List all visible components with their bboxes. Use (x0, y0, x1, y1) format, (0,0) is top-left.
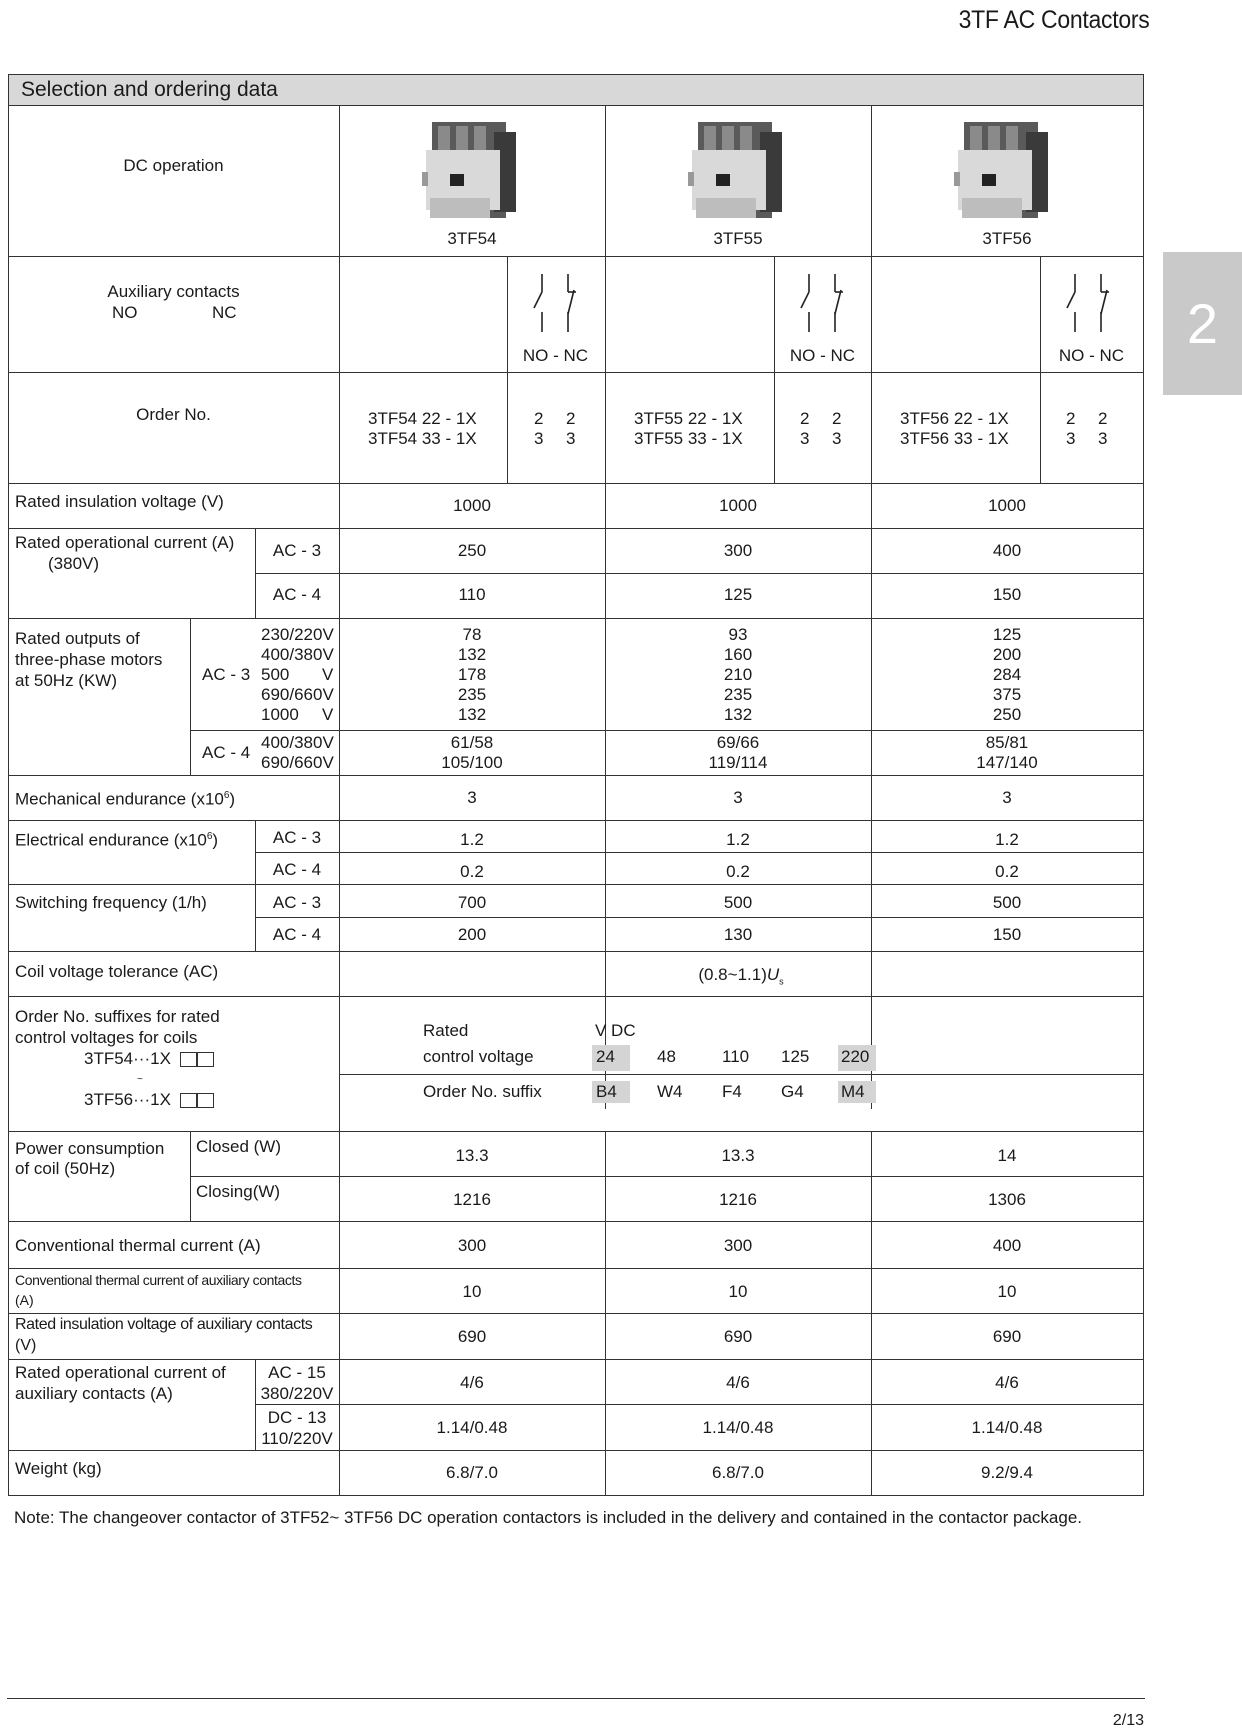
value-cell: 13.3 (721, 1146, 755, 1165)
row-label: (A) (15, 1292, 34, 1308)
row-label: Rated insulation voltage of auxiliary contacts (15, 1316, 313, 1333)
value-cell: 1.14/0.48 (436, 1418, 508, 1437)
category-label: AC - 3 (272, 541, 322, 560)
order-nc-count: 2 (566, 409, 576, 428)
order-code: 3TF56 33 - 1X (900, 429, 1009, 448)
value-cell: 500 (723, 893, 753, 912)
value-cell: 85/81 (985, 733, 1029, 752)
value-cell: 10 (728, 1282, 748, 1301)
control-voltage-value: 48 (657, 1047, 676, 1066)
value-cell: 300 (457, 1236, 487, 1255)
order-no-count: 2 (1066, 409, 1076, 428)
value-cell: 61/58 (450, 733, 494, 752)
voltage-unit: V (322, 705, 334, 724)
row-label: at 50Hz (KW) (15, 671, 118, 690)
value-cell: 210 (723, 665, 753, 684)
no-nc-contact-symbol (528, 272, 580, 334)
order-no-count: 2 (534, 409, 544, 428)
order-no-count: 2 (800, 409, 810, 428)
no-nc-contact-symbol (1061, 272, 1113, 334)
no-nc-label: NO - NC (1058, 346, 1125, 365)
category-label: Closing(W) (196, 1182, 281, 1201)
voltage-label: 1000 (261, 705, 299, 724)
voltage-unit: V (322, 665, 334, 684)
value-cell: 3 (733, 788, 743, 807)
row-label: Rated operational current (A) (15, 533, 235, 552)
value-cell: 400 (992, 541, 1022, 560)
rated-label: Rated (423, 1021, 469, 1040)
row-label: Weight (kg) (15, 1459, 102, 1478)
value-cell: 375 (992, 685, 1022, 704)
voltage-label: 400/380V (261, 733, 334, 752)
aux-nc-label: NC (212, 303, 237, 322)
order-suffix-value: F4 (722, 1082, 742, 1101)
order-nc-count: 3 (566, 429, 576, 448)
value-cell: 150 (992, 925, 1022, 944)
order-no-count: 3 (800, 429, 810, 448)
row-label: auxiliary contacts (A) (15, 1384, 173, 1403)
value-cell: 1216 (719, 1190, 757, 1209)
value-cell: 500 (992, 893, 1022, 912)
contactor-3tf55-image (684, 112, 790, 230)
value-cell: 200 (992, 645, 1022, 664)
vdc-label: V DC (595, 1021, 636, 1040)
value-cell: 200 (457, 925, 487, 944)
value-cell: 178 (457, 665, 487, 684)
value-cell: 690 (457, 1327, 487, 1346)
order-code: 3TF54 22 - 1X (368, 409, 477, 428)
value-cell: 690 (723, 1327, 753, 1346)
value-cell: 13.3 (455, 1146, 489, 1165)
order-code: 3TF54 33 - 1X (368, 429, 477, 448)
value-cell: 1.2 (995, 830, 1019, 849)
order-code: 3TF55 22 - 1X (634, 409, 743, 428)
category-label: 380/220V (260, 1384, 334, 1403)
value-cell: 4/6 (726, 1373, 750, 1392)
row-label: Conventional thermal current of auxiliary contacts (15, 1272, 302, 1288)
row-label: Rated insulation voltage (V) (15, 492, 224, 511)
value-cell: 10 (462, 1282, 482, 1301)
dc-operation-label: DC operation (123, 156, 224, 175)
voltage-label: 690/660V (261, 685, 334, 704)
value-cell: 300 (723, 1236, 753, 1255)
value-cell: 125 (723, 585, 753, 604)
value-cell: 130 (723, 925, 753, 944)
row-label: (V) (15, 1337, 37, 1354)
suffix-placeholder-box (180, 1093, 197, 1108)
value-cell: 300 (723, 541, 753, 560)
value-cell: 14 (997, 1146, 1017, 1165)
suffix-placeholder-box (197, 1052, 214, 1067)
row-sublabel: (380V) (48, 554, 100, 573)
order-no-count: 3 (534, 429, 544, 448)
page-number: 2/13 (1112, 1712, 1144, 1729)
order-suffix-value: B4 (596, 1082, 617, 1101)
no-nc-label: NO - NC (522, 346, 589, 365)
model-label-3tf55: 3TF55 (713, 229, 763, 248)
value-cell: 4/6 (460, 1373, 484, 1392)
footnote: Note: The changeover contactor of 3TF52~ 3TF56 DC operation contactors is included in the delivery and contained in the contactor package. (14, 1508, 1083, 1527)
order-no-count: 3 (1066, 429, 1076, 448)
value-cell: 700 (457, 893, 487, 912)
value-cell: 690 (992, 1327, 1022, 1346)
order-suffix-label: Order No. suffix (423, 1082, 542, 1101)
value-cell: 119/114 (708, 753, 768, 772)
row-label: control voltages for coils (15, 1028, 198, 1047)
suffix-placeholder-box (180, 1052, 197, 1067)
order-nc-count: 2 (832, 409, 842, 428)
value-cell: 150 (992, 585, 1022, 604)
value-cell: 250 (457, 541, 487, 560)
no-nc-contact-symbol (795, 272, 847, 334)
order-no-label: Order No. (136, 405, 211, 424)
range-tilde: ~ (137, 1074, 143, 1085)
row-label: Coil voltage tolerance (AC) (15, 962, 219, 981)
value-cell: 147/140 (976, 753, 1038, 772)
category-label: AC - 3 (202, 665, 251, 684)
order-code: 3TF55 33 - 1X (634, 429, 743, 448)
category-label: AC - 4 (202, 743, 251, 762)
model-label-3tf54: 3TF54 (447, 229, 497, 248)
order-nc-count: 3 (1098, 429, 1108, 448)
row-label: Order No. suffixes for rated (15, 1007, 220, 1026)
suffix-code-range-start: 3TF54···1X (84, 1049, 171, 1068)
category-label: Closed (W) (196, 1137, 282, 1156)
value-cell: 132 (457, 705, 487, 724)
row-label: Switching frequency (1/h) (15, 893, 207, 912)
row-label: Rated outputs of (15, 629, 140, 648)
value-cell: 1000 (719, 496, 757, 515)
value-cell: 1216 (453, 1190, 491, 1209)
control-voltage-value: 125 (781, 1047, 810, 1066)
value-cell: 1000 (453, 496, 491, 515)
value-cell: 3 (467, 788, 477, 807)
no-nc-label: NO - NC (789, 346, 856, 365)
aux-contacts-label: Auxiliary contacts (107, 282, 240, 301)
row-label: Conventional thermal current (A) (15, 1236, 261, 1255)
value-cell: 4/6 (995, 1373, 1019, 1392)
value-cell: 110 (458, 585, 486, 604)
section-title: Selection and ordering data (8, 74, 1144, 106)
value-cell: 1.14/0.48 (971, 1418, 1043, 1437)
value-cell: 10 (997, 1282, 1017, 1301)
footer-divider (7, 1698, 1145, 1699)
control-voltage-value: 110 (722, 1047, 750, 1066)
model-label-3tf56: 3TF56 (982, 229, 1032, 248)
category-label: AC - 3 (272, 828, 322, 847)
row-label: three-phase motors (15, 650, 163, 669)
control-voltage-value: 220 (841, 1047, 870, 1066)
value-cell: 78 (462, 625, 482, 644)
category-label: AC - 3 (272, 893, 322, 912)
value-cell: 160 (723, 645, 753, 664)
suffix-code-range-end: 3TF56···1X (84, 1090, 171, 1109)
suffix-placeholder-box (197, 1093, 214, 1108)
aux-no-label: NO (112, 303, 138, 322)
value-cell: 9.2/9.4 (981, 1463, 1033, 1482)
order-nc-count: 2 (1098, 409, 1108, 428)
control-voltage-value: 24 (596, 1047, 615, 1066)
order-nc-count: 3 (832, 429, 842, 448)
value-cell: 0.2 (995, 862, 1019, 881)
value-cell: 69/66 (716, 733, 760, 752)
value-cell: 1306 (988, 1190, 1026, 1209)
value-cell: 284 (992, 665, 1022, 684)
row-label: of coil (50Hz) (15, 1159, 116, 1178)
row-label: Power consumption (15, 1139, 165, 1158)
value-cell: 1.14/0.48 (702, 1418, 774, 1437)
voltage-label: 230/220V (261, 625, 334, 644)
category-label: AC - 15 (268, 1363, 326, 1382)
value-cell: 235 (457, 685, 487, 704)
value-cell: 132 (457, 645, 487, 664)
order-suffix-value: M4 (841, 1082, 865, 1101)
value-cell: 0.2 (726, 862, 750, 881)
control-voltage-label: control voltage (423, 1047, 534, 1066)
voltage-label: 400/380V (261, 645, 334, 664)
chapter-tab: 2 (1163, 252, 1242, 395)
row-label: Electrical endurance $(x10^6)$ (15, 830, 219, 850)
value-cell: 235 (723, 685, 753, 704)
value-cell: 1000 (988, 496, 1026, 515)
category-label: AC - 4 (272, 925, 322, 944)
value-cell: 1.2 (460, 830, 484, 849)
value-cell: 250 (992, 705, 1022, 724)
category-label: AC - 4 (272, 860, 322, 879)
voltage-label: 500 (261, 665, 290, 684)
value-cell: 3 (1002, 788, 1012, 807)
value-cell: $(0.8\sim 1.1)U_s$ (698, 965, 784, 987)
row-label: Rated operational current of (15, 1363, 226, 1382)
row-label: Mechanical endurance $(x10^6)$ (15, 789, 236, 809)
value-cell: 125 (992, 625, 1022, 644)
value-cell: 93 (728, 625, 748, 644)
page-title: 3TF AC Contactors (958, 6, 1149, 34)
contactor-3tf56-image (950, 112, 1056, 230)
category-label: DC - 13 (267, 1408, 327, 1427)
category-label: 110/220V (261, 1429, 333, 1448)
value-cell: 400 (992, 1236, 1022, 1255)
value-cell: 132 (723, 705, 753, 724)
voltage-label: 690/660V (261, 753, 334, 772)
contactor-3tf54-image (418, 112, 524, 230)
order-suffix-value: G4 (781, 1082, 804, 1101)
value-cell: 6.8/7.0 (446, 1463, 498, 1482)
value-cell: 6.8/7.0 (712, 1463, 764, 1482)
value-cell: 0.2 (460, 862, 484, 881)
value-cell: 105/100 (441, 753, 503, 772)
order-code: 3TF56 22 - 1X (900, 409, 1009, 428)
order-suffix-value: W4 (657, 1082, 683, 1101)
value-cell: 1.2 (726, 830, 750, 849)
category-label: AC - 4 (272, 585, 322, 604)
